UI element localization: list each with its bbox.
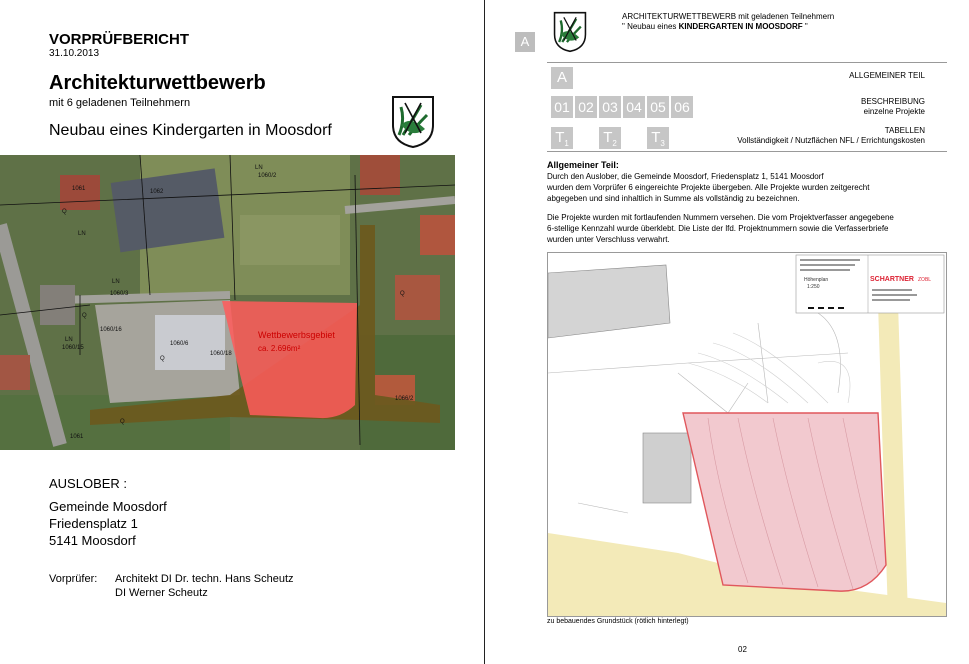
page-number: 02 [738,645,747,654]
body-text: wurden dem Vorprüfer 6 eingereichte Projekte übergeben. Alle Projekte wurden zeitgerecht [547,183,870,192]
ln-label: LN [65,337,73,343]
q-label: Q [160,356,165,362]
table-index: 3 [660,139,665,148]
parcel-label: 1062 [150,189,164,195]
table-letter: T [603,129,613,146]
nav-table-2[interactable] [599,127,621,149]
nav-project-05[interactable]: 05 [647,96,669,118]
ln-label: LN [255,165,263,171]
header-suffix: " [802,22,808,31]
ln-label: LN [78,231,86,237]
q-label: Q [120,419,125,425]
section-marker: A [515,32,535,52]
table-letter: T [651,129,661,146]
ln-label: LN [112,279,120,285]
nav-table-1[interactable] [551,127,573,149]
report-date: 31.10.2013 [49,48,100,59]
municipal-crest-icon [391,95,435,149]
nav-project-04[interactable]: 04 [623,96,645,118]
q-label: Q [400,291,405,297]
auslober-line: Gemeinde Moosdorf [49,499,167,514]
area-label: Wettbewerbsgebiet [258,330,335,340]
report-page [485,0,969,664]
q-label: Q [82,313,87,319]
parcel-label: 1060/15 [62,345,84,351]
nav-project-01[interactable]: 01 [551,96,573,118]
header-prefix: " Neubau eines [622,22,679,31]
auslober-label: AUSLOBER : [49,476,128,491]
auslober-line: Friedensplatz 1 [49,516,138,531]
vorpruefer-line: Architekt DI Dr. techn. Hans Scheutz [115,573,294,585]
body-text: Die Projekte wurden mit fortlaufenden Nummern versehen. Die vom Projektverfasser angegebene [547,213,894,222]
table-letter: T [555,129,565,146]
nav-tables-subtitle: Vollständigkeit / Nutzflächen NFL / Errichtungskosten [737,136,925,145]
parcel-label: 1060/3 [110,291,129,297]
section-heading: Allgemeiner Teil: [547,160,619,170]
body-text: Durch den Auslober, die Gemeinde Moosdorf, Friedensplatz 1, 5141 Moosdorf [547,172,824,181]
body-text: 6-stellige Kennzahl wurde überklebt. Die Liste der lfd. Projektnummern sowie die Verfasserbriefe [547,224,889,233]
municipal-crest-icon [553,10,587,54]
project-title: Neubau eines Kindergarten in Moosdorf [49,122,332,139]
body-text: abgegeben und sind inhaltlich in Summe als vollständig zu bezeichnen. [547,194,800,203]
site-plan [547,252,947,617]
auslober-line: 5141 Moosdorf [49,533,136,548]
report-title: VORPRÜFBERICHT [49,31,190,48]
vorpruefer-line: DI Werner Scheutz [115,587,208,599]
parcel-label: 1060/18 [210,351,232,357]
site-plan-drawing [548,253,946,616]
table-index: 1 [564,139,569,148]
parcel-label: 1060/2 [258,173,277,179]
q-label: Q [62,209,67,215]
plan-caption: zu bebauendes Grundstück (rötlich hinterlegt) [547,618,689,625]
header-line [622,22,808,31]
nav-section-title: ALLGEMEINER TEIL [849,71,925,80]
nav-project-02[interactable]: 02 [575,96,597,118]
nav-project-03[interactable]: 03 [599,96,621,118]
header-bold: KINDERGARTEN IN MOOSDORF [678,22,803,31]
aerial-site-map [0,155,455,450]
plan-scale: 1:250 [807,284,820,290]
parcel-label: 1061 [72,186,86,192]
parcel-label: 1060/6 [170,341,189,347]
header-line: ARCHITEKTURWETTBEWERB mit geladenen Teilnehmern [622,12,835,21]
section-navigation [547,62,947,152]
nav-section-a[interactable]: A [551,67,573,89]
nav-projects-subtitle: einzelne Projekte [863,107,925,116]
plan-name: Höhenplan [804,277,829,283]
competition-title: Architekturwettbewerb [49,72,266,94]
body-text: wurden unter Verschluss verwahrt. [547,235,670,244]
area-size: ca. 2.696m² [258,344,301,353]
plan-logo: SCHARTNER [870,276,914,283]
nav-projects-title: BESCHREIBUNG [860,97,925,106]
parcel-label: 1061 [70,434,84,440]
plan-logo-suffix: ZOBL [918,277,932,283]
nav-table-3[interactable] [647,127,669,149]
parcel-label: 1066/2 [395,396,414,402]
table-index: 2 [612,139,617,148]
competition-subtitle: mit 6 geladenen Teilnehmern [49,97,191,109]
parcel-label: 1060/16 [100,327,122,333]
nav-project-06[interactable]: 06 [671,96,693,118]
vorpruefer-label: Vorprüfer: [49,573,98,585]
nav-tables-title: TABELLEN [884,126,925,135]
